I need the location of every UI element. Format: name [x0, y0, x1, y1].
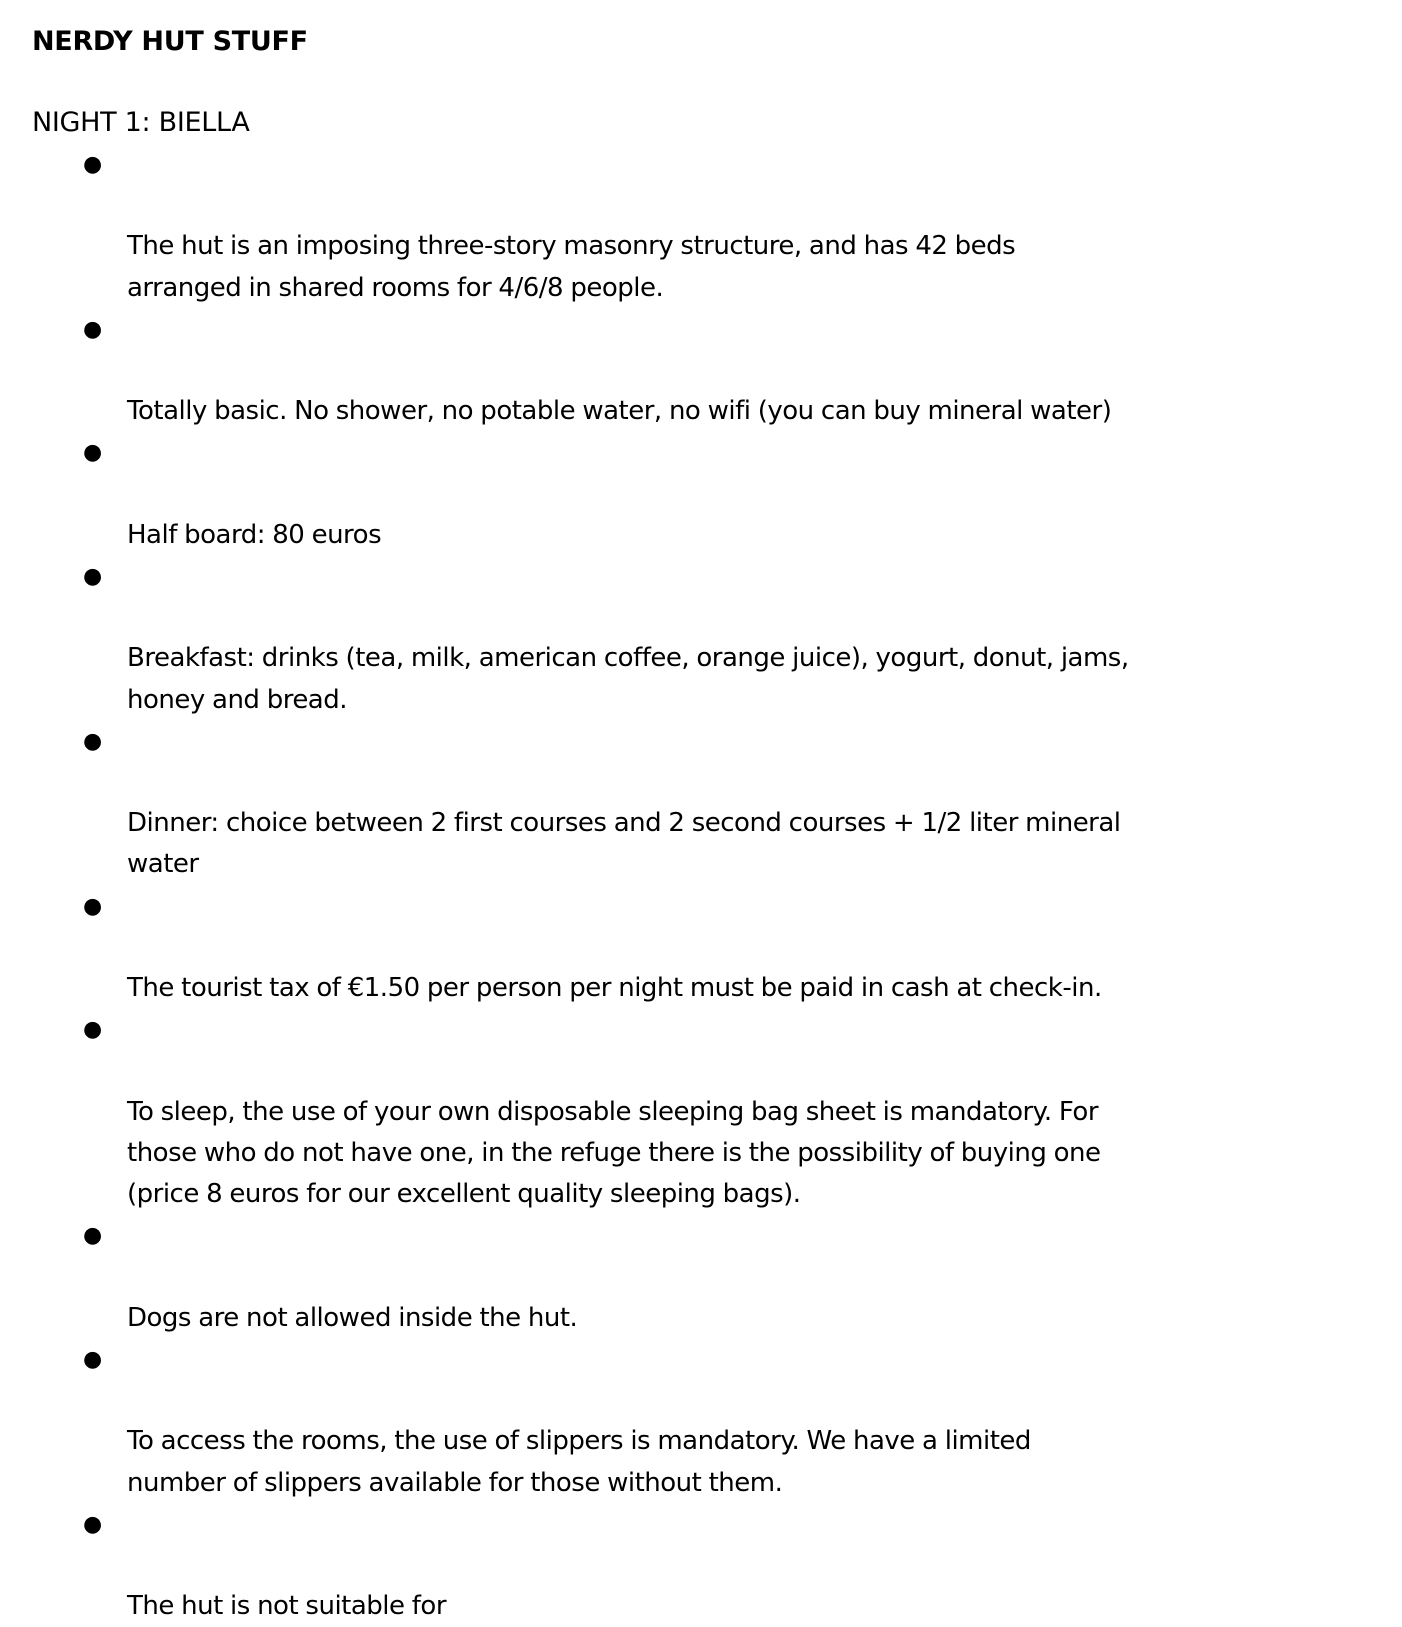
list-item: [32, 1504, 1292, 1627]
document-title: NERDY HUT STUFF: [32, 26, 308, 57]
list-item: [32, 309, 1292, 433]
bullet-icon: ●: [83, 440, 102, 466]
list-item-text: The hut is not suitable for: [127, 1591, 447, 1622]
bullet-icon: ●: [83, 728, 102, 754]
list-item: [32, 1339, 1292, 1504]
list-item-text: Dinner: choice between 2 first courses and 2 second courses + 1/2 liter mineral water: [127, 808, 1121, 880]
list-item-text: The tourist tax of €1.50 per person per night must be paid in cash at check-in.: [127, 973, 1102, 1004]
section-heading: NIGHT 1: BIELLA: [32, 107, 250, 138]
bullet-icon: ●: [83, 1346, 102, 1372]
list-item: [32, 721, 1292, 886]
list-item-text: To access the rooms, the use of slippers is mandatory. We have a limited number of slippers available for those without them.: [127, 1426, 1031, 1498]
list-item: [32, 1215, 1292, 1339]
bullet-icon: ●: [83, 1223, 102, 1249]
list-item-text: Breakfast: drinks (tea, milk, american coffee, orange juice), yogurt, donut, jams, honey and bread.: [127, 643, 1129, 715]
list-item-text: To sleep, the use of your own disposable sleeping bag sheet is mandatory. For those who do not have one, in the refuge there is the possibility of buying one (price 8 euros for our excellent quality sleeping bags).: [127, 1096, 1101, 1210]
list-item-text: Half board: 80 euros: [127, 519, 382, 550]
list-item: [32, 1009, 1292, 1215]
list-item-text: Dogs are not allowed inside the hut.: [127, 1302, 578, 1333]
bullet-icon: ●: [83, 1017, 102, 1043]
list-item-text: Totally basic. No shower, no potable water, no wifi (you can buy mineral water): [127, 396, 1112, 427]
list-item: [32, 556, 1292, 721]
bullet-icon: ●: [83, 564, 102, 590]
list-item: [32, 144, 1292, 309]
list-item: [32, 886, 1292, 1010]
bullet-icon: ●: [83, 893, 102, 919]
bullet-icon: ●: [83, 152, 102, 177]
bullet-list: [32, 144, 1292, 1627]
list-item-text: The hut is an imposing three-story masonry structure, and has 42 beds arranged in shared rooms for 4/6/8 people.: [127, 231, 1016, 303]
bullet-icon: ●: [83, 1511, 102, 1537]
bullet-icon: ●: [83, 316, 102, 342]
list-item: [32, 432, 1292, 556]
